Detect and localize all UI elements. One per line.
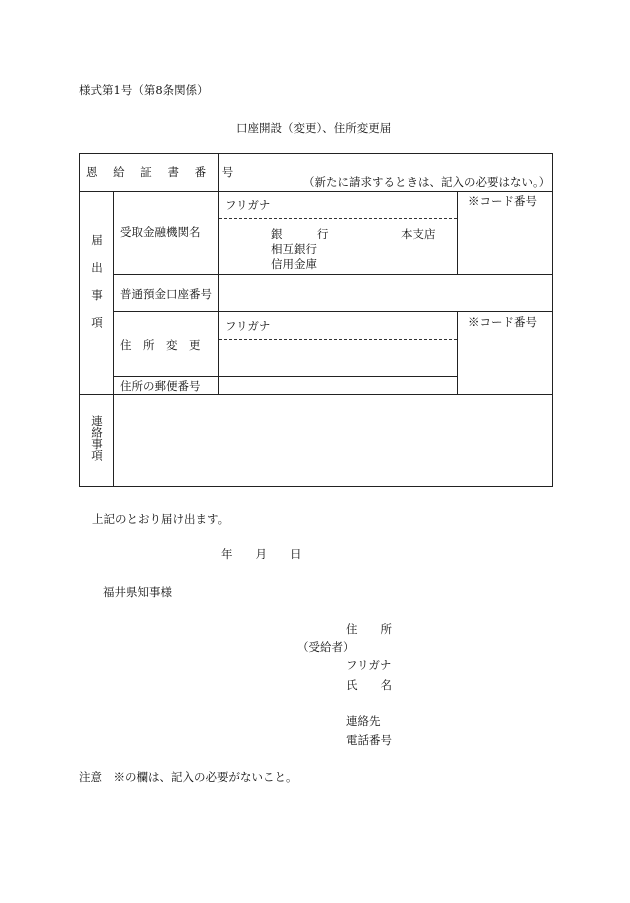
pension-cert-label-cell [80,154,240,192]
account-label-cell [114,275,219,312]
institution-label-cell [114,192,219,275]
notification-form-table [79,153,553,487]
pension-cert-field[interactable] [219,154,553,192]
form-number: 様式第1号（第8条関係） [79,83,209,97]
applicant-furigana-label: フリガナ [346,658,392,672]
declaration: 上記のとおり届け出ます。 [92,512,230,526]
contact-items-label-cell [80,395,114,487]
institution-code-label: ※コード番号 [468,194,537,208]
address-code-cell [458,312,553,395]
address-code-label: ※コード番号 [468,315,537,329]
pension-cert-note: （新たに請求するときは、記入の必要はない。） [303,175,551,189]
address-change-label-cell [114,312,219,377]
institution-furigana-row[interactable] [219,192,457,219]
postal-label-cell [114,377,219,395]
document-title: 口座開設（変更）、住所変更届 [236,121,392,135]
address-change-label: 住 所 変 更 [120,338,201,352]
institution-code-cell [458,192,553,275]
applicant-name-label: 氏 名 [346,678,392,692]
account-label: 普通預金口座番号 [120,287,212,301]
bank-type-bank: 銀 行 [271,227,329,241]
bank-type-mutual: 相互銀行 [271,242,317,256]
postal-label: 住所の郵便番号 [120,379,201,393]
addressee: 福井県知事様 [103,585,172,599]
applicant-recipient-label: （受給者） [297,640,355,654]
pension-cert-label: 恩 給 証 書 番 号 [86,165,240,179]
notification-items-label-cell [80,192,114,395]
footnote: 注意 ※の欄は、記入の必要がないこと。 [79,770,298,784]
address-furigana-label: フリガナ [225,319,271,333]
contact-items-field[interactable] [114,395,553,487]
contact-items-label: 連絡事項 [90,415,104,461]
applicant-contact-label: 連絡先 [346,714,381,728]
institution-field[interactable] [219,192,458,275]
address-furigana-row[interactable] [219,312,457,340]
account-field[interactable] [219,275,553,312]
applicant-address-label: 住 所 [346,622,392,636]
applicant-phone-label: 電話番号 [346,733,392,747]
address-change-field[interactable] [219,312,458,377]
branch-label: 本支店 [401,227,436,241]
date-line: 年 月 日 [221,547,302,561]
institution-label: 受取金融機関名 [120,225,201,239]
postal-field[interactable] [219,377,458,395]
notification-items-label: 届出事項 [90,234,104,344]
bank-type-credit: 信用金庫 [271,257,317,271]
institution-furigana-label: フリガナ [225,198,271,212]
